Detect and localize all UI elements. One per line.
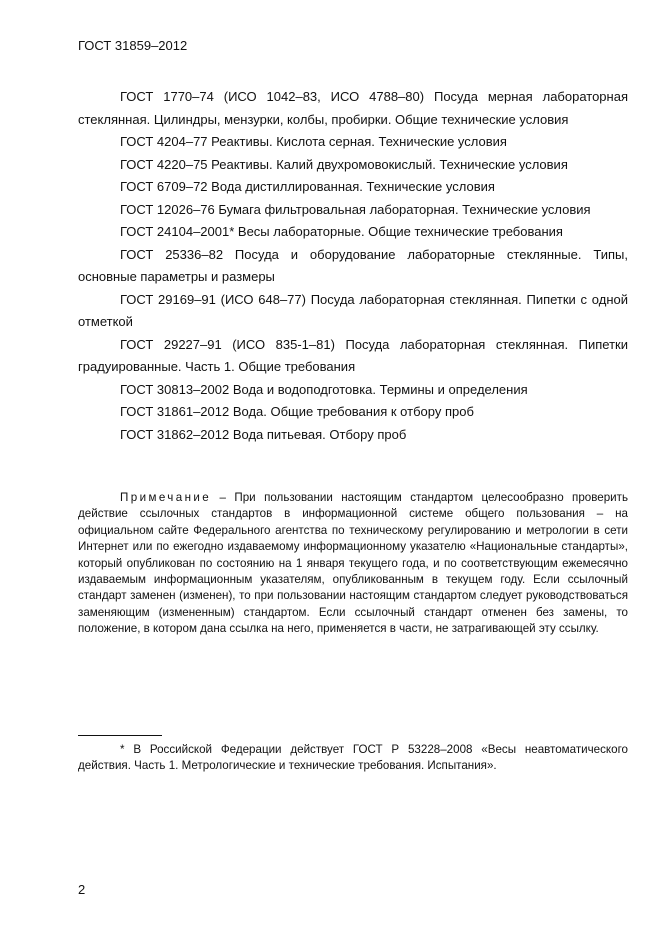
reference-item: ГОСТ 4220–75 Реактивы. Калий двухромовокислый. Технические условия [120, 156, 568, 172]
reference-item: ГОСТ 12026–76 Бумага фильтровальная лабораторная. Технические условия [120, 201, 591, 217]
note-paragraph [78, 490, 628, 638]
footnote-separator [78, 735, 162, 736]
note-block [78, 490, 628, 638]
reference-item: ГОСТ 6709–72 Вода дистиллированная. Технические условия [120, 179, 495, 194]
note-text: – При пользовании настоящим стандартом целесообразно проверить действие ссылочных стандартов в информационной системе общего пользования – на официальном сайте Федерального агентства по техническому регулированию и метрологии в сети Интернет или по ежегодно издаваемому информационному указателю «Национальные стандарты», который опубликован по состоянию на 1 января текущего года, и по соответствующим ежемесячно издаваемым информационным указателям, опубликованным в текущем году. Если ссылочный стандарт заменен (изменен), то при пользовании настоящим стандартом следует руководствоваться заменяющим (измененным) стандартом. Если ссылочный стандарт отменен без замены, то положение, в котором дана ссылка на него, применяется в части, не затрагивающей эту ссылку. [78, 491, 628, 636]
normative-references-list [78, 86, 628, 446]
note-label: Примечание [120, 491, 212, 504]
reference-item: ГОСТ 30813–2002 Вода и водоподготовка. Термины и определения [120, 381, 528, 397]
footnote-text: * В Российской Федерации действует ГОСТ Р 53228–2008 «Весы неавтоматического действия. Часть 1. Метрологические и технические требования. Испытания». [78, 743, 628, 773]
page-number: 2 [78, 882, 86, 897]
reference-item: ГОСТ 31861–2012 Вода. Общие требования к отбору проб [120, 404, 474, 419]
footnote [78, 742, 628, 775]
reference-item: ГОСТ 4204–77 Реактивы. Кислота серная. Технические условия [120, 134, 507, 149]
reference-item: ГОСТ 24104–2001* Весы лабораторные. Общие технические требования [120, 224, 563, 239]
reference-item: ГОСТ 31862–2012 Вода питьевая. Отбору проб [120, 426, 407, 442]
document-header: ГОСТ 31859–2012 [78, 38, 188, 53]
reference-item: ГОСТ 29227–91 (ИСО 835-1–81) Посуда лабораторная стеклянная. Пипетки градуированные. Часть 1. Общие требования [78, 336, 628, 374]
reference-item: ГОСТ 1770–74 (ИСО 1042–83, ИСО 4788–80) Посуда мерная лабораторная стеклянная. Цилиндры, мензурки, колбы, пробирки. Общие технические условия [78, 89, 628, 127]
reference-item: ГОСТ 29169–91 (ИСО 648–77) Посуда лабораторная стеклянная. Пипетки с одной отметкой [78, 291, 628, 329]
reference-item: ГОСТ 25336–82 Посуда и оборудование лабораторные стеклянные. Типы, основные параметры и размеры [78, 246, 628, 284]
